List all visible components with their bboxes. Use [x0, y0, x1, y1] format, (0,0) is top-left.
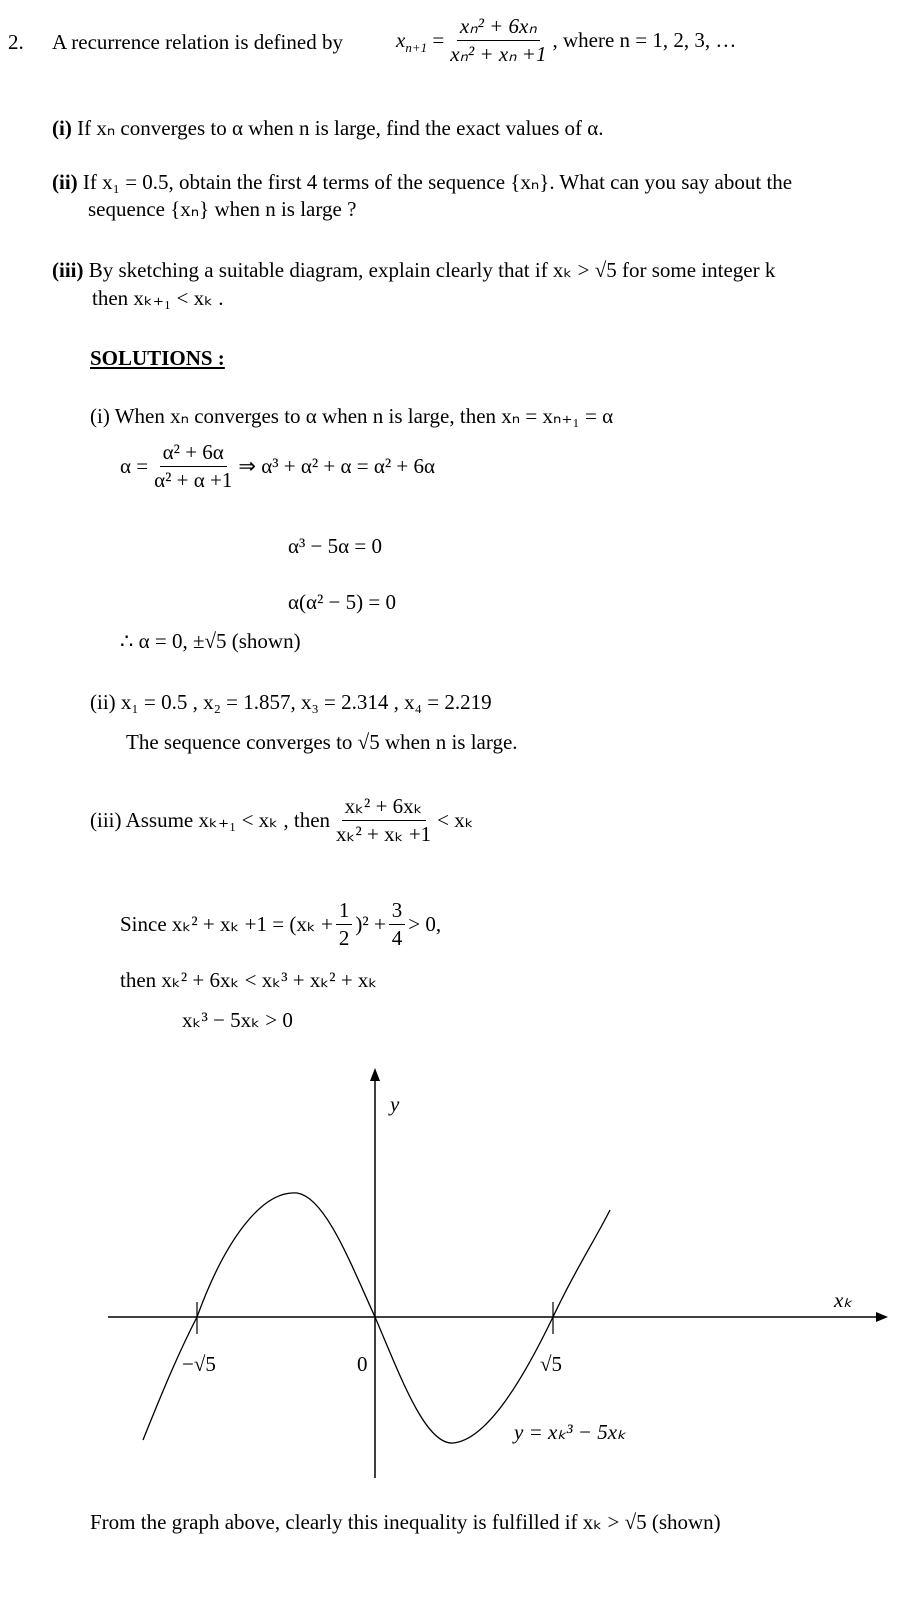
since-part-c: > 0,: [408, 912, 442, 936]
formula-lhs: x: [396, 28, 406, 52]
sol-iii-denominator: xₖ² + xₖ +1: [336, 822, 432, 846]
part-i-label: (i): [52, 116, 72, 140]
sol-i-rhs: ⇒ α³ + α² + α = α² + 6α: [238, 454, 435, 478]
part-ii-label: (ii): [52, 170, 78, 194]
since-frac1-num: 1: [336, 898, 353, 925]
sol-iii-numerator: xₖ² + 6xₖ: [342, 794, 426, 821]
sol-i-line-1: (i) When xₙ converges to α when n is large, then xₙ = xₙ₊₁ = α: [90, 404, 614, 428]
sol-i-line-5: ∴ α = 0, ±√5 (shown): [120, 629, 301, 653]
x-axis-label: xₖ: [834, 1288, 853, 1312]
sol-iii-then: then xₖ² + 6xₖ < xₖ³ + xₖ² + xₖ: [120, 968, 378, 992]
sol-i-line-3: α³ − 5α = 0: [288, 534, 382, 558]
since-part-a: Since xₖ² + xₖ +1 = (xₖ +: [120, 912, 333, 936]
sol-ii-line-2: The sequence converges to √5 when n is large.: [126, 730, 518, 754]
tick-label-neg-root: −√5: [182, 1352, 216, 1376]
solutions-heading: SOLUTIONS :: [90, 346, 225, 370]
formula-numerator: xₙ² + 6xₙ: [459, 14, 537, 38]
since-part-b: )² +: [355, 912, 386, 936]
y-axis-label: y: [390, 1092, 400, 1116]
since-frac2-num: 3: [389, 898, 406, 925]
tick-label-pos-root: √5: [540, 1352, 563, 1376]
sol-iii-then-2: xₖ³ − 5xₖ > 0: [182, 1008, 293, 1032]
formula-denominator: xₙ² + xₙ +1: [450, 42, 547, 66]
cubic-curve: [143, 1193, 610, 1443]
part-iii-label: (iii): [52, 258, 84, 282]
part-iii-text-2: then xₖ₊₁ < xₖ .: [92, 286, 224, 310]
sol-i-numerator: α² + 6α: [160, 440, 227, 467]
sol-i-denominator: α² + α +1: [154, 468, 233, 492]
part-iii-text-1: By sketching a suitable diagram, explain clearly that if xₖ > √5 for some integer k: [88, 258, 776, 282]
formula-where: , where n = 1, 2, 3, …: [552, 28, 737, 52]
part-ii-text-1: If x₁ = 0.5, obtain the first 4 terms of the sequence {xₙ}. What can you say about the: [82, 170, 793, 194]
sol-iii-assume: (iii) Assume xₖ₊₁ < xₖ , then: [90, 808, 331, 832]
question-intro: A recurrence relation is defined by: [52, 30, 343, 54]
sol-iii-rhs: < xₖ: [437, 808, 474, 832]
sol-i-lhs: α =: [120, 454, 149, 478]
formula-lhs-sub: n+1: [405, 39, 428, 55]
conclusion: From the graph above, clearly this inequality is fulfilled if xₖ > √5 (shown): [90, 1510, 721, 1534]
since-frac2-den: 4: [391, 926, 403, 950]
sol-i-line-4: α(α² − 5) = 0: [288, 590, 396, 614]
curve-label: y = xₖ³ − 5xₖ: [514, 1420, 626, 1444]
y-axis-arrow: [370, 1068, 380, 1081]
tick-label-zero: 0: [357, 1352, 368, 1376]
question-number: 2.: [8, 30, 24, 54]
part-i-text: If xₙ converges to α when n is large, find the exact values of α.: [77, 116, 604, 140]
recurrence-formula: x $_{n+1}$ = $\frac{\text{xₙ² + 6xₙ}}{\text{xₙ² + xₙ +1}}$ , where n = 1, 2, 3, …: [396, 14, 737, 66]
part-ii-text-2: sequence {xₙ} when n is large ?: [88, 197, 357, 221]
since-frac1-den: 2: [338, 926, 350, 950]
sol-ii-line-1: (ii) x₁ = 0.5 , x₂ = 1.857, x₃ = 2.314 , x₄ = 2.219: [90, 690, 492, 714]
x-axis-arrow: [876, 1312, 888, 1322]
